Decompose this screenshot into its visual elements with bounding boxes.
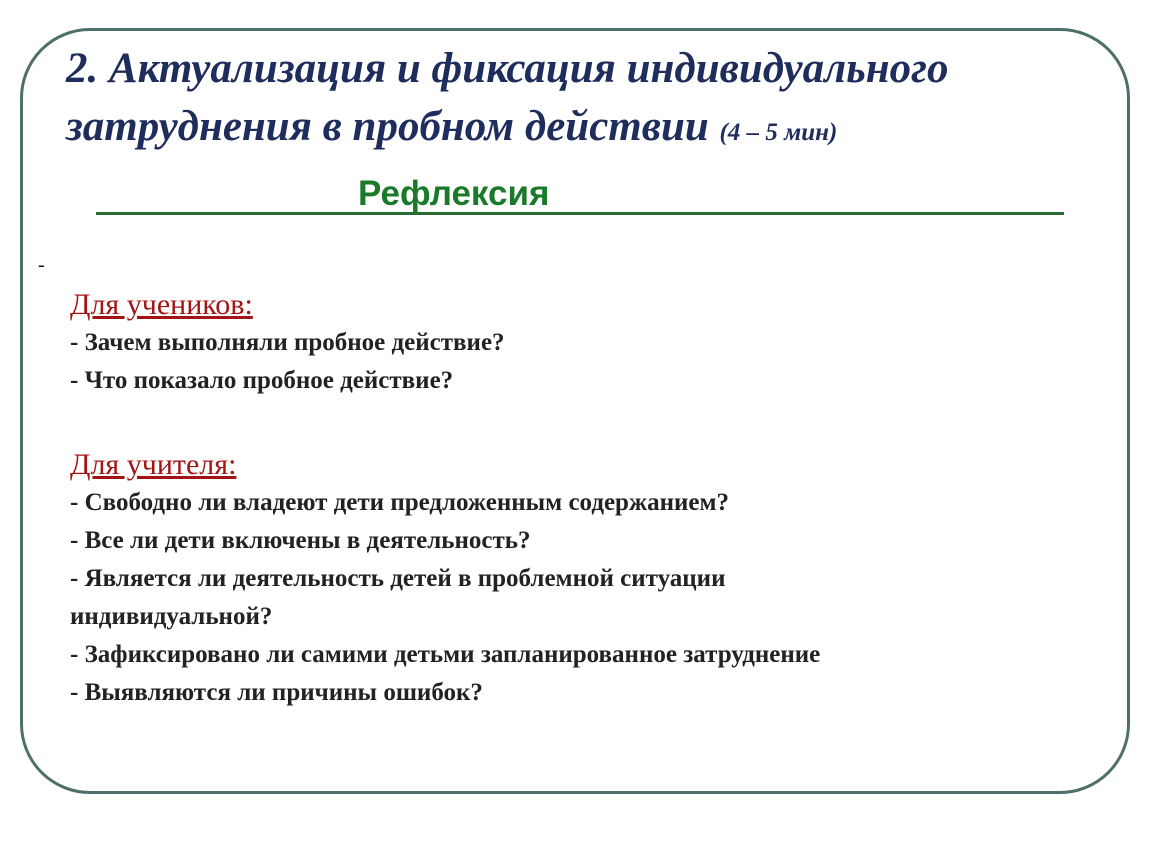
title-line-2-text: затруднения в пробном действии xyxy=(66,103,709,150)
students-section xyxy=(70,286,505,400)
teacher-item: - Свободно ли владеют дети предложенным содержанием? xyxy=(70,489,730,516)
students-heading: Для учеников: xyxy=(70,288,253,321)
teacher-item: - Зафиксировано ли самими детьми запланированное затруднение xyxy=(70,641,821,668)
duration-label: (4 – 5 мин) xyxy=(719,119,838,146)
title-line-2 xyxy=(66,98,1136,162)
title-line-1: 2. Актуализация и фиксация индивидуального xyxy=(66,45,949,92)
slide-title xyxy=(66,40,1136,162)
teacher-item: - Выявляются ли причины ошибок? xyxy=(70,679,483,706)
teacher-item: - Является ли деятельность детей в проблемной ситуации xyxy=(70,565,726,592)
subtitle-reflection: Рефлексия xyxy=(358,174,550,213)
teacher-section xyxy=(70,446,820,712)
students-item: - Зачем выполняли пробное действие? xyxy=(70,329,505,356)
teacher-item: индивидуальной? xyxy=(70,603,273,630)
dash-mark: - xyxy=(38,254,45,276)
subtitle-divider xyxy=(96,212,1064,215)
teacher-heading: Для учителя: xyxy=(70,448,237,481)
students-item: - Что показало пробное действие? xyxy=(70,367,454,394)
teacher-item: - Все ли дети включены в деятельность? xyxy=(70,527,531,554)
